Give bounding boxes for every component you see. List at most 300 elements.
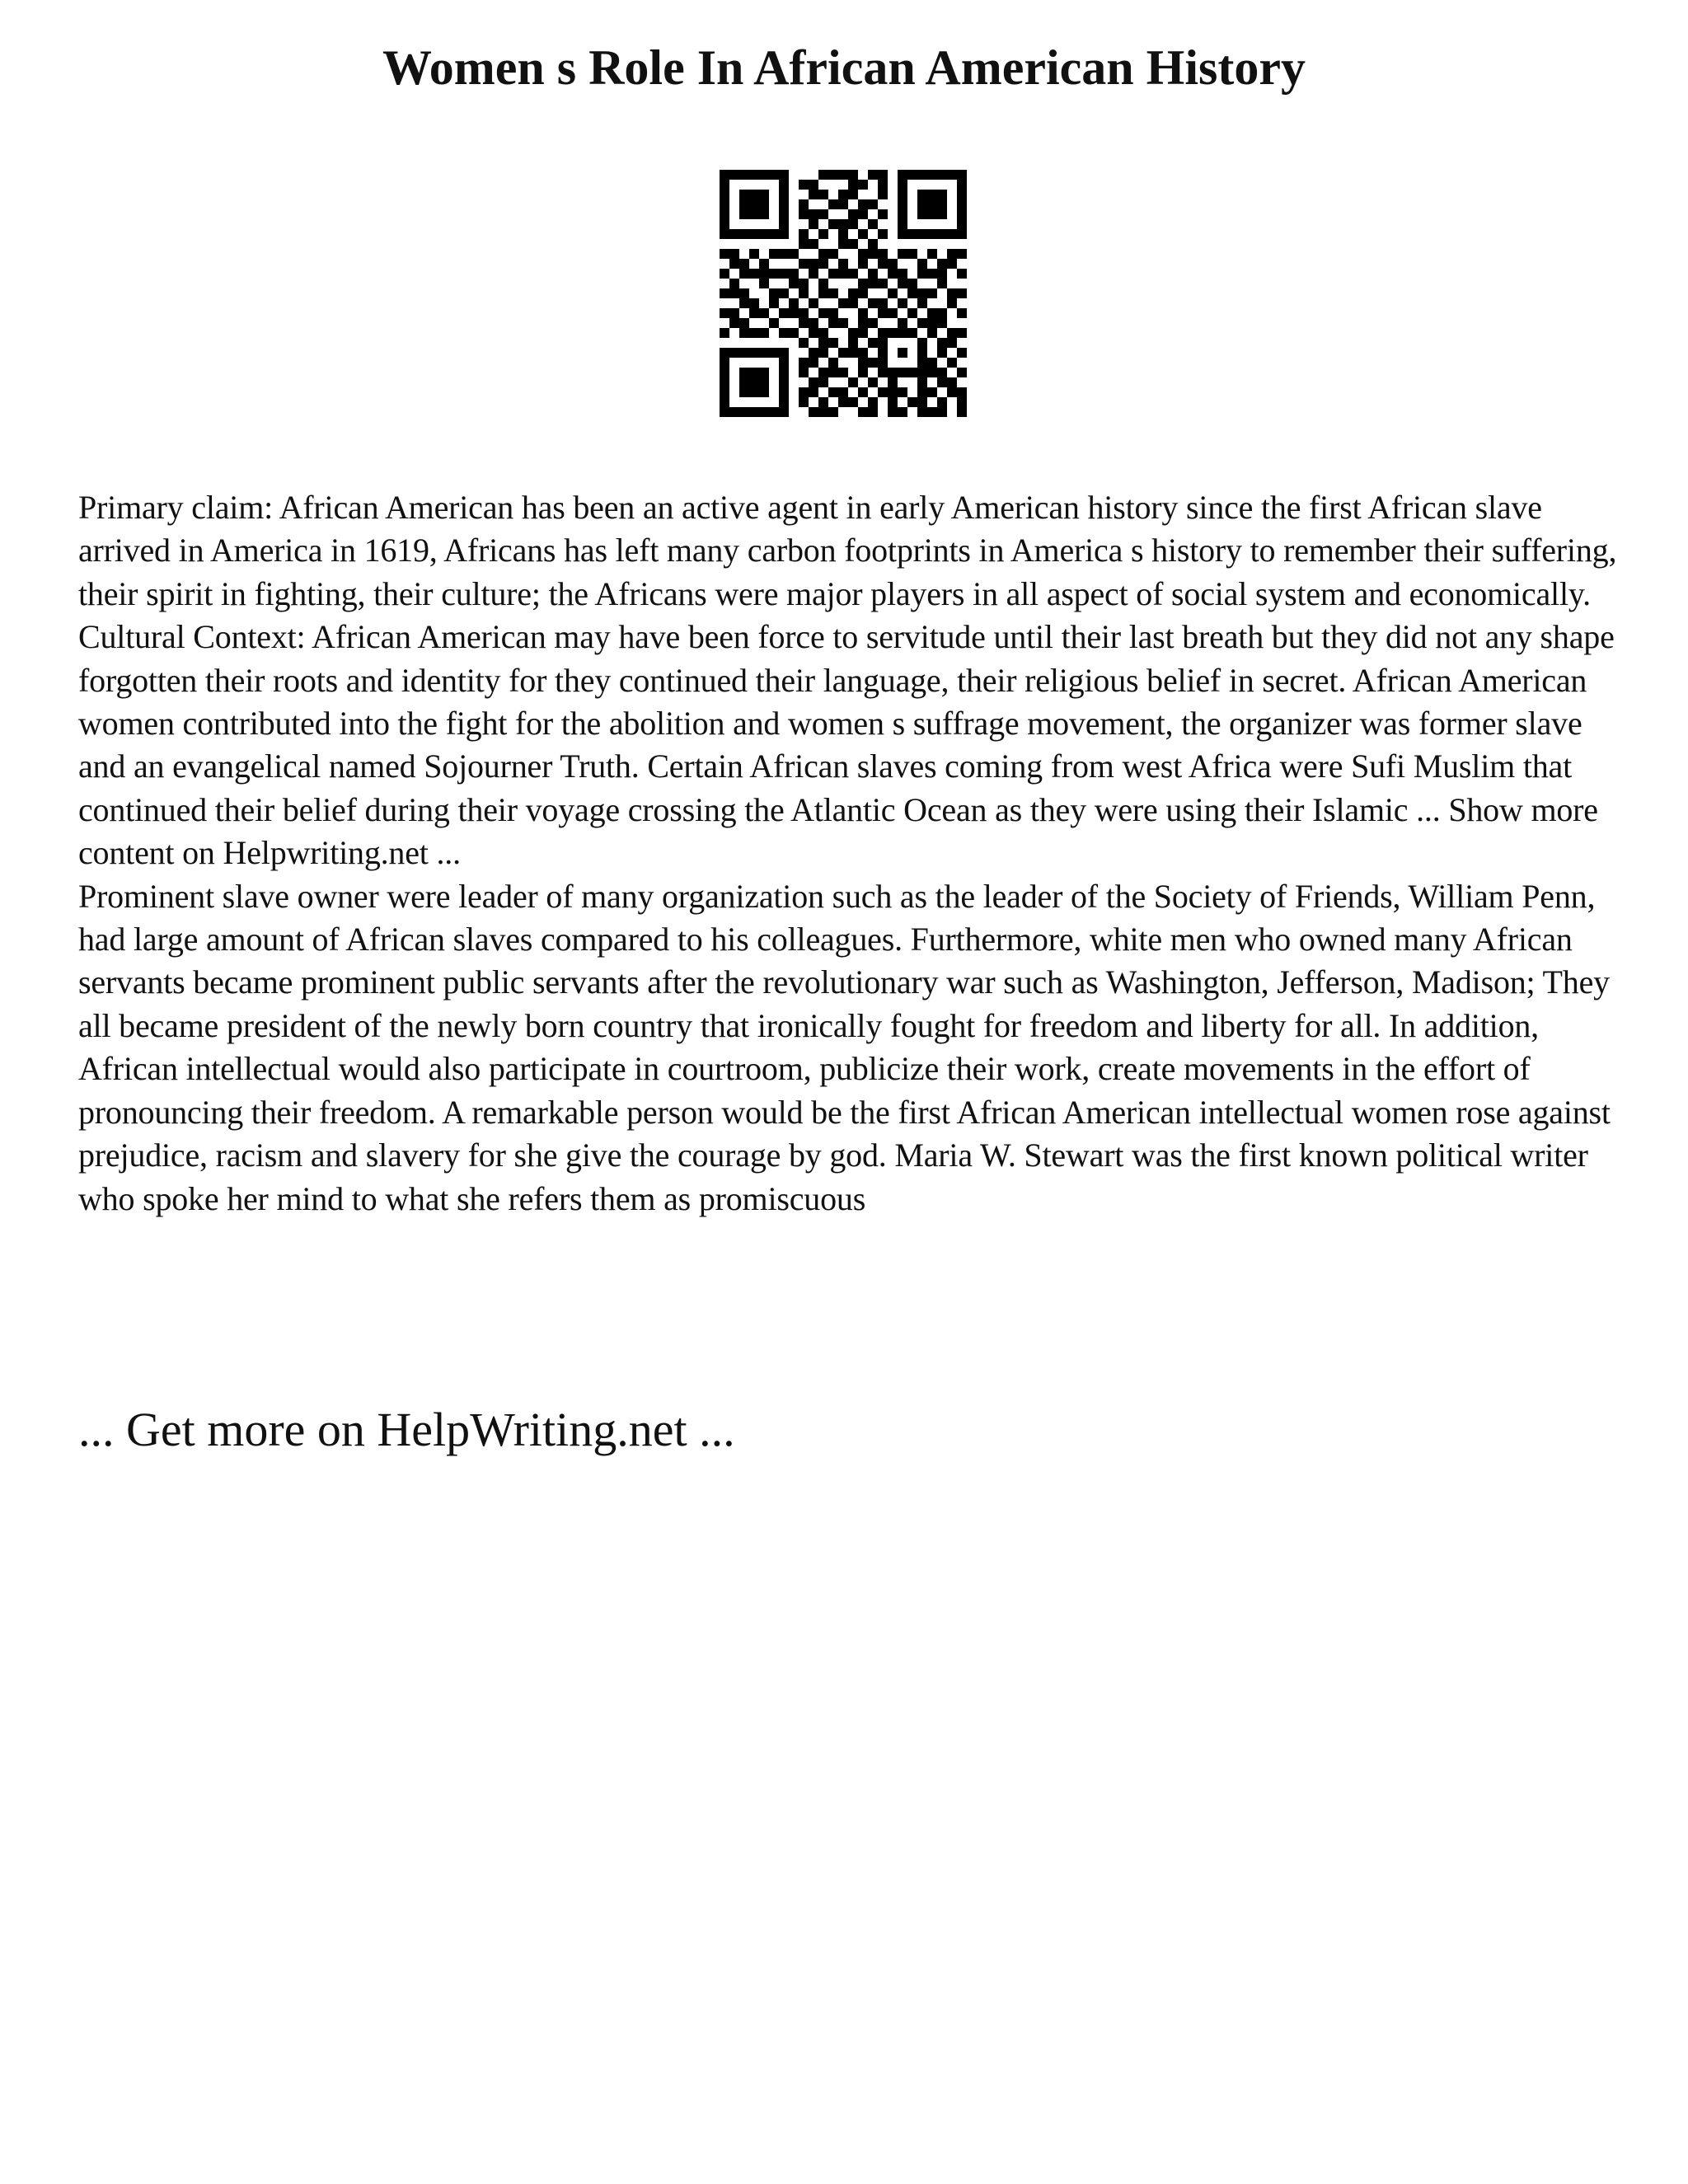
qr-module <box>779 219 789 229</box>
qr-module <box>809 318 818 328</box>
qr-module <box>818 279 828 288</box>
qr-module <box>759 407 769 417</box>
qr-module <box>848 328 858 338</box>
qr-module <box>799 318 809 328</box>
qr-module <box>917 368 927 377</box>
qr-module <box>838 318 848 328</box>
qr-module <box>898 209 907 219</box>
qr-module <box>809 387 818 397</box>
qr-module <box>917 348 927 358</box>
qr-module <box>947 229 957 239</box>
qr-module <box>957 269 967 279</box>
qr-module <box>779 397 789 407</box>
qr-module <box>937 269 947 279</box>
qr-module <box>749 249 759 259</box>
qr-module <box>809 269 818 279</box>
qr-module <box>917 199 927 209</box>
qr-module <box>759 308 769 318</box>
qr-module <box>769 348 779 358</box>
qr-module <box>739 269 749 279</box>
qr-module <box>858 387 868 397</box>
qr-module <box>779 328 789 338</box>
qr-module <box>729 348 739 358</box>
qr-module <box>838 269 848 279</box>
qr-module <box>769 288 779 298</box>
qr-module <box>720 397 729 407</box>
qr-module <box>729 279 739 288</box>
qr-module <box>848 348 858 358</box>
qr-module <box>828 387 838 397</box>
qr-module <box>720 358 729 368</box>
qr-module <box>888 259 898 269</box>
qr-module <box>818 407 828 417</box>
qr-module <box>769 318 779 328</box>
qr-module <box>917 318 927 328</box>
qr-module <box>749 377 759 387</box>
qr-module <box>937 407 947 417</box>
qr-module <box>858 358 868 368</box>
qr-code-graphic <box>720 170 967 417</box>
qr-module <box>957 170 967 180</box>
qr-module <box>937 259 947 269</box>
qr-module <box>739 377 749 387</box>
qr-module <box>809 190 818 199</box>
qr-module <box>878 298 888 308</box>
qr-module <box>739 387 749 397</box>
qr-module <box>789 279 799 288</box>
qr-module <box>789 308 799 318</box>
qr-module <box>937 318 947 328</box>
qr-module <box>947 328 957 338</box>
qr-module <box>828 368 838 377</box>
qr-module <box>759 348 769 358</box>
qr-module <box>858 229 868 239</box>
qr-module <box>907 368 917 377</box>
qr-module <box>809 180 818 190</box>
qr-module <box>858 328 868 338</box>
qr-module <box>799 397 809 407</box>
qr-module <box>907 170 917 180</box>
qr-code-icon <box>720 170 967 417</box>
get-more-link[interactable]: ... Get more on HelpWriting.net ... <box>78 1403 735 1456</box>
qr-module <box>898 170 907 180</box>
qr-module <box>838 239 848 249</box>
qr-module <box>779 358 789 368</box>
qr-module <box>779 209 789 219</box>
qr-module <box>818 288 828 298</box>
qr-module <box>828 199 838 209</box>
qr-module <box>809 328 818 338</box>
qr-module <box>937 377 947 387</box>
qr-module <box>799 229 809 239</box>
qr-module <box>818 338 828 348</box>
qr-module <box>907 249 917 259</box>
qr-module <box>759 279 769 288</box>
qr-module <box>947 387 957 397</box>
qr-module <box>720 190 729 199</box>
qr-module <box>809 209 818 219</box>
qr-module <box>957 308 967 318</box>
qr-module <box>739 407 749 417</box>
qr-module <box>878 387 888 397</box>
qr-module <box>769 249 779 259</box>
qr-module <box>799 180 809 190</box>
qr-module <box>739 288 749 298</box>
qr-module <box>917 338 927 348</box>
qr-module <box>729 229 739 239</box>
qr-module <box>799 387 809 397</box>
qr-module <box>927 328 937 338</box>
qr-module <box>779 170 789 180</box>
qr-module <box>947 249 957 259</box>
qr-module <box>799 209 809 219</box>
qr-module <box>749 348 759 358</box>
qr-module <box>799 308 809 318</box>
qr-module <box>927 368 937 377</box>
qr-module <box>779 348 789 358</box>
qr-module <box>809 298 818 308</box>
qr-module <box>818 249 828 259</box>
qr-module <box>937 397 947 407</box>
qr-module <box>818 348 828 358</box>
qr-module <box>898 229 907 239</box>
qr-module <box>858 368 868 377</box>
qr-module <box>898 328 907 338</box>
qr-module <box>898 249 907 259</box>
qr-module <box>848 397 858 407</box>
qr-module <box>848 338 858 348</box>
qr-module <box>799 259 809 269</box>
qr-module <box>878 209 888 219</box>
qr-module <box>937 348 947 358</box>
qr-module <box>799 358 809 368</box>
qr-module <box>749 407 759 417</box>
qr-module <box>838 387 848 397</box>
qr-module <box>720 269 729 279</box>
paragraph-cultural-context: Cultural Context: African American may have been force to servitude until their last breath but they did not any shape forgotten their roots and identity for they continued their language, their religious belief in secret. African American women contributed into the fight for the abolition and women s suffrage movement, the organizer was former slave and an evangelical named Sojourner Truth. Certain African slaves coming from west Africa were Sufi Muslim that continued their belief during their voyage crossing the Atlantic Ocean as they were using their Islamic ... Show more content on Helpwriting.net ... <box>78 618 1615 872</box>
qr-module <box>818 170 828 180</box>
qr-module <box>957 229 967 239</box>
qr-module <box>720 387 729 397</box>
qr-module <box>868 269 878 279</box>
qr-module <box>720 348 729 358</box>
qr-module <box>957 407 967 417</box>
qr-module <box>907 397 917 407</box>
qr-module <box>858 279 868 288</box>
qr-module <box>828 249 838 259</box>
document-body <box>78 486 1628 1221</box>
qr-module <box>779 387 789 397</box>
qr-module <box>937 170 947 180</box>
qr-module <box>878 348 888 358</box>
qr-module <box>720 180 729 190</box>
qr-module <box>828 358 838 368</box>
qr-module <box>927 387 937 397</box>
qr-module <box>749 170 759 180</box>
qr-module <box>957 249 967 259</box>
paragraph-primary-claim: Primary claim: African American has been an active agent in early American history since the first African slave arrived in America in 1619, Africans has left many carbon footprints in America s history to remember their suffering, their spirit in fighting, their culture; the Africans were major players in all aspect of social system and economically. <box>78 489 1617 612</box>
qr-module <box>739 328 749 338</box>
qr-module <box>749 199 759 209</box>
qr-module <box>789 298 799 308</box>
qr-module <box>828 308 838 318</box>
qr-module <box>729 170 739 180</box>
qr-module <box>917 288 927 298</box>
qr-module <box>729 318 739 328</box>
qr-module <box>809 219 818 229</box>
qr-module <box>917 358 927 368</box>
qr-module <box>759 269 769 279</box>
qr-module <box>937 199 947 209</box>
qr-module <box>779 180 789 190</box>
qr-module <box>759 229 769 239</box>
qr-module <box>927 318 937 328</box>
qr-module <box>769 407 779 417</box>
qr-module <box>818 377 828 387</box>
qr-module <box>858 407 868 417</box>
qr-module <box>898 269 907 279</box>
qr-module <box>917 407 927 417</box>
qr-module <box>868 298 878 308</box>
qr-module <box>720 308 729 318</box>
qr-module <box>907 288 917 298</box>
qr-module <box>858 308 868 318</box>
qr-module <box>838 229 848 239</box>
qr-module <box>878 170 888 180</box>
qr-module <box>957 190 967 199</box>
qr-module <box>898 368 907 377</box>
qr-module <box>917 298 927 308</box>
qr-module <box>848 269 858 279</box>
qr-module <box>828 407 838 417</box>
qr-module <box>858 288 868 298</box>
qr-module <box>947 288 957 298</box>
qr-module <box>809 407 818 417</box>
qr-module <box>898 180 907 190</box>
qr-module <box>927 190 937 199</box>
qr-module <box>947 259 957 269</box>
qr-module <box>799 239 809 249</box>
qr-module <box>759 209 769 219</box>
qr-module <box>898 199 907 209</box>
qr-module <box>957 368 967 377</box>
qr-module <box>789 249 799 259</box>
qr-module <box>878 338 888 348</box>
qr-module <box>769 298 779 308</box>
qr-module <box>739 229 749 239</box>
qr-module <box>947 338 957 348</box>
qr-module <box>917 387 927 397</box>
qr-module <box>720 377 729 387</box>
qr-module <box>907 279 917 288</box>
qr-module <box>957 288 967 298</box>
qr-module <box>809 239 818 249</box>
qr-module <box>828 338 838 348</box>
qr-module <box>838 199 848 209</box>
qr-module <box>898 190 907 199</box>
qr-module <box>739 199 749 209</box>
qr-module <box>907 328 917 338</box>
qr-module <box>749 368 759 377</box>
qr-module <box>848 190 858 199</box>
qr-module <box>799 279 809 288</box>
qr-module <box>868 279 878 288</box>
qr-module <box>888 308 898 318</box>
qr-module <box>749 190 759 199</box>
qr-module <box>868 407 878 417</box>
qr-module <box>937 209 947 219</box>
qr-module <box>838 368 848 377</box>
qr-module <box>858 199 868 209</box>
qr-module <box>878 368 888 377</box>
qr-module <box>818 397 828 407</box>
qr-module <box>789 269 799 279</box>
qr-module <box>818 368 828 377</box>
qr-module <box>888 387 898 397</box>
qr-module <box>888 288 898 298</box>
qr-module <box>858 180 868 190</box>
qr-module <box>937 190 947 199</box>
qr-module <box>759 170 769 180</box>
qr-module <box>957 348 967 358</box>
qr-module <box>759 259 769 269</box>
qr-module <box>927 269 937 279</box>
qr-module <box>729 308 739 318</box>
qr-module <box>937 308 947 318</box>
qr-module <box>799 368 809 377</box>
qr-module <box>749 269 759 279</box>
qr-module <box>818 190 828 199</box>
qr-module <box>749 229 759 239</box>
qr-module <box>779 288 789 298</box>
qr-module <box>868 377 878 387</box>
qr-module <box>838 348 848 358</box>
qr-module <box>868 318 878 328</box>
qr-module <box>868 397 878 407</box>
qr-module <box>749 308 759 318</box>
qr-module <box>838 259 848 269</box>
qr-module <box>759 368 769 377</box>
qr-module <box>917 397 927 407</box>
qr-module <box>759 387 769 397</box>
qr-module <box>878 279 888 288</box>
qr-module <box>888 397 898 407</box>
qr-module <box>809 348 818 358</box>
qr-module <box>828 318 838 328</box>
qr-module <box>779 199 789 209</box>
qr-module <box>848 219 858 229</box>
qr-module <box>937 368 947 377</box>
qr-module <box>799 338 809 348</box>
qr-module <box>937 229 947 239</box>
qr-module <box>809 358 818 368</box>
qr-module <box>927 229 937 239</box>
qr-module <box>957 199 967 209</box>
qr-module <box>957 387 967 397</box>
qr-module <box>749 298 759 308</box>
qr-module <box>927 170 937 180</box>
qr-module <box>759 190 769 199</box>
qr-module <box>838 397 848 407</box>
document-title: Women s Role In African American History <box>382 40 1306 95</box>
qr-module <box>878 190 888 199</box>
qr-module <box>927 308 937 318</box>
qr-module <box>749 209 759 219</box>
qr-module <box>739 318 749 328</box>
qr-module <box>838 170 848 180</box>
qr-module <box>898 219 907 229</box>
qr-module <box>809 259 818 269</box>
qr-module <box>878 328 888 338</box>
qr-module <box>947 170 957 180</box>
qr-module <box>729 249 739 259</box>
qr-module <box>848 180 858 190</box>
qr-module <box>799 288 809 298</box>
qr-module <box>868 170 878 180</box>
qr-module <box>927 358 937 368</box>
qr-module <box>937 279 947 288</box>
qr-module <box>947 377 957 387</box>
paragraph-slave-owners: Prominent slave owner were leader of many organization such as the leader of the Society of Friends, William Penn, had large amount of African slaves compared to his colleagues. Furthermore, white men who owned many African servants became prominent public servants after the revolutionary war such as Washington, Jefferson, Madison; They all became president of the newly born country that ironically fought for freedom and liberty for all. In addition, African intellectual would also participate in courtroom, publicize their work, create movements in the effort of pronouncing their freedom. A remarkable person would be the first African American intellectual women rose against prejudice, racism and slavery for she give the courage by god. Maria W. Stewart was the first known political writer who spoke her mind to what she refers them as promiscuous <box>78 877 1611 1217</box>
qr-module <box>927 407 937 417</box>
qr-module <box>878 308 888 318</box>
qr-module <box>917 170 927 180</box>
qr-module <box>838 190 848 199</box>
qr-module <box>828 219 838 229</box>
qr-module <box>759 199 769 209</box>
qr-module <box>720 199 729 209</box>
qr-module <box>838 298 848 308</box>
qr-module <box>759 328 769 338</box>
qr-module <box>779 249 789 259</box>
qr-module <box>898 318 907 328</box>
qr-module <box>828 170 838 180</box>
qr-module <box>720 407 729 417</box>
qr-module <box>818 209 828 219</box>
qr-module <box>888 328 898 338</box>
qr-module <box>957 180 967 190</box>
qr-module <box>927 249 937 259</box>
qr-module <box>828 288 838 298</box>
qr-module <box>769 229 779 239</box>
qr-module <box>779 407 789 417</box>
qr-module <box>878 358 888 368</box>
qr-module <box>828 269 838 279</box>
qr-module <box>907 308 917 318</box>
qr-module <box>779 229 789 239</box>
qr-module <box>848 377 858 387</box>
qr-module <box>947 298 957 308</box>
qr-module <box>878 259 888 269</box>
qr-module <box>848 209 858 219</box>
qr-module <box>888 407 898 417</box>
qr-module <box>749 387 759 397</box>
qr-module <box>888 269 898 279</box>
qr-module <box>858 318 868 328</box>
qr-module <box>779 308 789 318</box>
qr-module <box>759 377 769 387</box>
qr-module <box>779 269 789 279</box>
qr-module <box>848 170 858 180</box>
qr-module <box>927 199 937 209</box>
qr-module <box>779 368 789 377</box>
qr-module <box>720 288 729 298</box>
qr-module <box>957 328 967 338</box>
qr-module <box>720 328 729 338</box>
qr-module <box>818 259 828 269</box>
qr-module <box>898 407 907 417</box>
qr-module <box>878 180 888 190</box>
